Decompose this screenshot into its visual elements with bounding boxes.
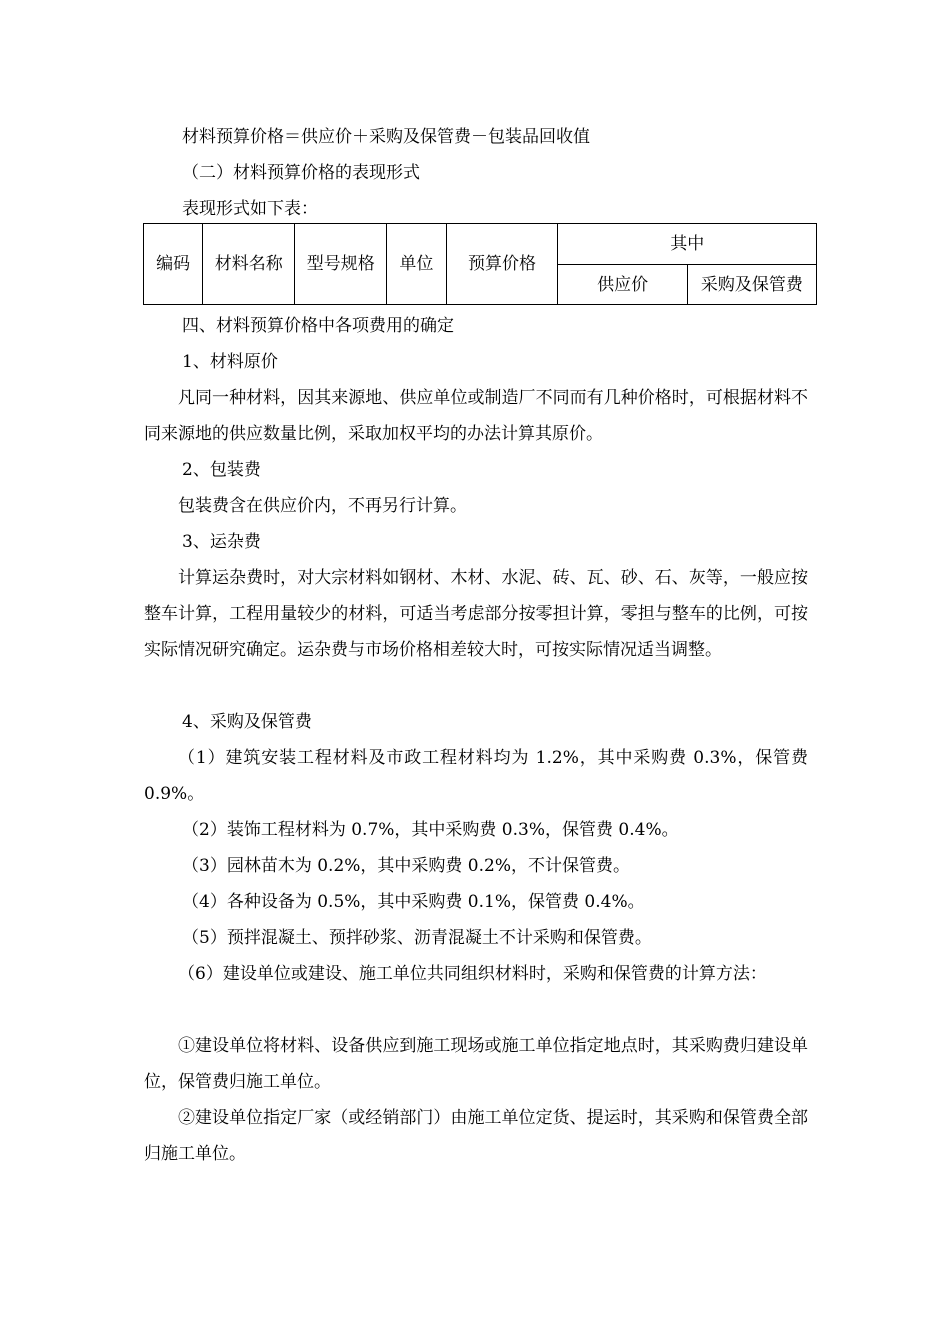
section-2-title: （二）材料预算价格的表现形式 [182,163,420,183]
item4-sub5: （5）预拌混凝土、预拌砂浆、沥青混凝土不计采购和保管费。 [182,928,652,948]
header-code: 编码 [144,224,203,305]
item4-sub1: （1）建筑安装工程材料及市政工程材料均为 1.2%，其中采购费 0.3%，保管费 0.9%。 [144,748,808,804]
header-material-name: 材料名称 [203,224,295,305]
header-budget-price: 预算价格 [446,224,558,305]
item4-sub3: （3）园林苗木为 0.2%，其中采购费 0.2%，不计保管费。 [182,856,631,876]
header-group-of-which: 其中 [558,224,817,265]
item3-title: 3、运杂费 [182,532,261,552]
item3-text: 计算运杂费时，对大宗材料如钢材、木材、水泥、砖、瓦、砂、石、灰等，一般应按整车计算，工程用量较少的材料，可适当考虑部分按零担计算，零担与整车的比例，可按实际情况研究确定。运杂费与市场价格相差较大时，可按实际情况适当调整。 [144,568,808,660]
header-purchase-storage-fee: 采购及保管费 [687,265,816,305]
header-spec: 型号规格 [295,224,387,305]
item4-title: 4、采购及保管费 [182,712,312,732]
header-supply-price: 供应价 [558,265,687,305]
table-intro: 表现形式如下表： [182,199,318,219]
item4-sub4: （4）各种设备为 0.5%，其中采购费 0.1%，保管费 0.4%。 [182,892,645,912]
item4-circle2: ②建设单位指定厂家（或经销部门）由施工单位定货、提运时，其采购和保管费全部归施工单位。 [144,1108,808,1164]
item2-text: 包装费含在供应价内，不再另行计算。 [178,496,467,516]
section-4-title: 四、材料预算价格中各项费用的确定 [182,316,454,336]
header-unit: 单位 [387,224,446,305]
item2-title: 2、包装费 [182,460,261,480]
item4-sub6: （6）建设单位或建设、施工单位共同组织材料时，采购和保管费的计算方法： [178,964,767,984]
item4-sub2: （2）装饰工程材料为 0.7%，其中采购费 0.3%，保管费 0.4%。 [182,820,679,840]
price-form-table [143,223,817,305]
formula-line: 材料预算价格＝供应价＋采购及保管费－包装品回收值 [182,127,590,147]
item1-text: 凡同一种材料，因其来源地、供应单位或制造厂不同而有几种价格时，可根据材料不同来源地的供应数量比例，采取加权平均的办法计算其原价。 [144,388,808,444]
item1-title: 1、材料原价 [182,352,278,372]
item4-circle1: ①建设单位将材料、设备供应到施工现场或施工单位指定地点时，其采购费归建设单位，保管费归施工单位。 [144,1036,808,1092]
